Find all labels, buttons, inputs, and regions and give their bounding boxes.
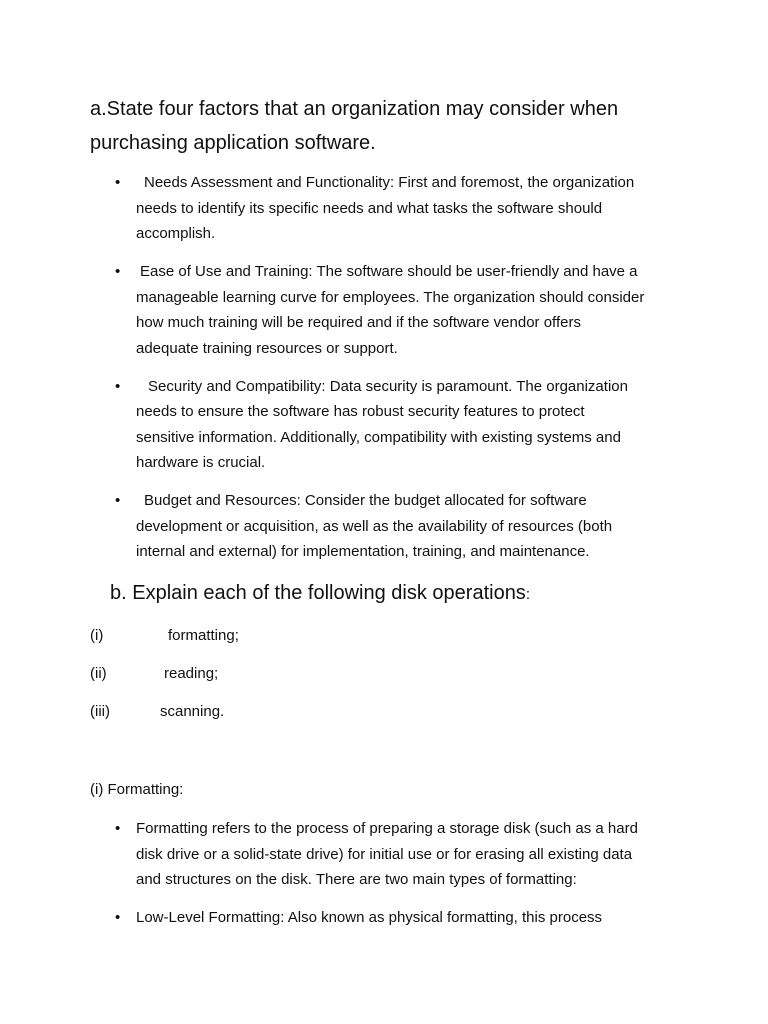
- factor-text: Security and Compatibility: Data security is paramount. The organization needs to ensure the software has robust security features to protect sensitive information. Additionally, compatibility with existing systems and hardware is crucial.: [136, 377, 628, 471]
- factor-needs-assessment: [0, 170, 768, 247]
- question-b-title: b. Explain each of the following disk operations: [110, 582, 526, 604]
- question-b-heading: [110, 578, 530, 610]
- factor-ease-of-use: [0, 259, 768, 361]
- bullet-icon: •: [115, 820, 121, 837]
- bullet-icon: •: [115, 263, 121, 280]
- factor-text: Needs Assessment and Functionality: First and foremost, the organization needs to identify its specific needs and what tasks the software should accomplish.: [136, 174, 635, 242]
- factor-text: Budget and Resources: Consider the budget allocated for software development or acquisition, as well as the availability of resources (both internal and external) for implementation, training, and maintenance.: [136, 492, 613, 560]
- factors-list: [0, 170, 768, 565]
- operation-label: scanning.: [160, 703, 225, 720]
- bullet-icon: •: [115, 909, 121, 926]
- formatting-point: [0, 816, 768, 893]
- operation-label: reading;: [164, 665, 219, 682]
- question-a-heading: [90, 92, 710, 160]
- factor-budget-resources: [0, 488, 768, 565]
- operation-number: (i): [90, 627, 104, 644]
- question-a-line-2: purchasing application software.: [90, 132, 376, 154]
- operation-number: (ii): [90, 665, 107, 682]
- factor-security-compatibility: [0, 374, 768, 476]
- formatting-point: [0, 905, 768, 931]
- operation-number: (iii): [90, 703, 110, 720]
- question-a-line-1: a.State four factors that an organization may consider when: [90, 98, 619, 120]
- bullet-icon: •: [115, 377, 121, 395]
- question-b-colon: :: [525, 586, 530, 603]
- formatting-points-list: [0, 816, 768, 931]
- factor-text: Ease of Use and Training: The software should be user-friendly and have a manageable learning curve for employees. The organization should consider how much training will be required and if the software vendor offers adequate training resources or support.: [136, 263, 645, 357]
- bullet-icon: •: [115, 174, 121, 191]
- formatting-point-text: Formatting refers to the process of preparing a storage disk (such as a hard disk drive or a solid-state drive) for initial use or for erasing all existing data and structures on the disk. There are two main types of formatting:: [136, 820, 638, 888]
- formatting-heading: (i) Formatting:: [90, 781, 184, 798]
- bullet-icon: •: [115, 492, 121, 509]
- operation-label: formatting;: [168, 627, 239, 644]
- formatting-point-text: Low-Level Formatting: Also known as physical formatting, this process: [136, 909, 603, 926]
